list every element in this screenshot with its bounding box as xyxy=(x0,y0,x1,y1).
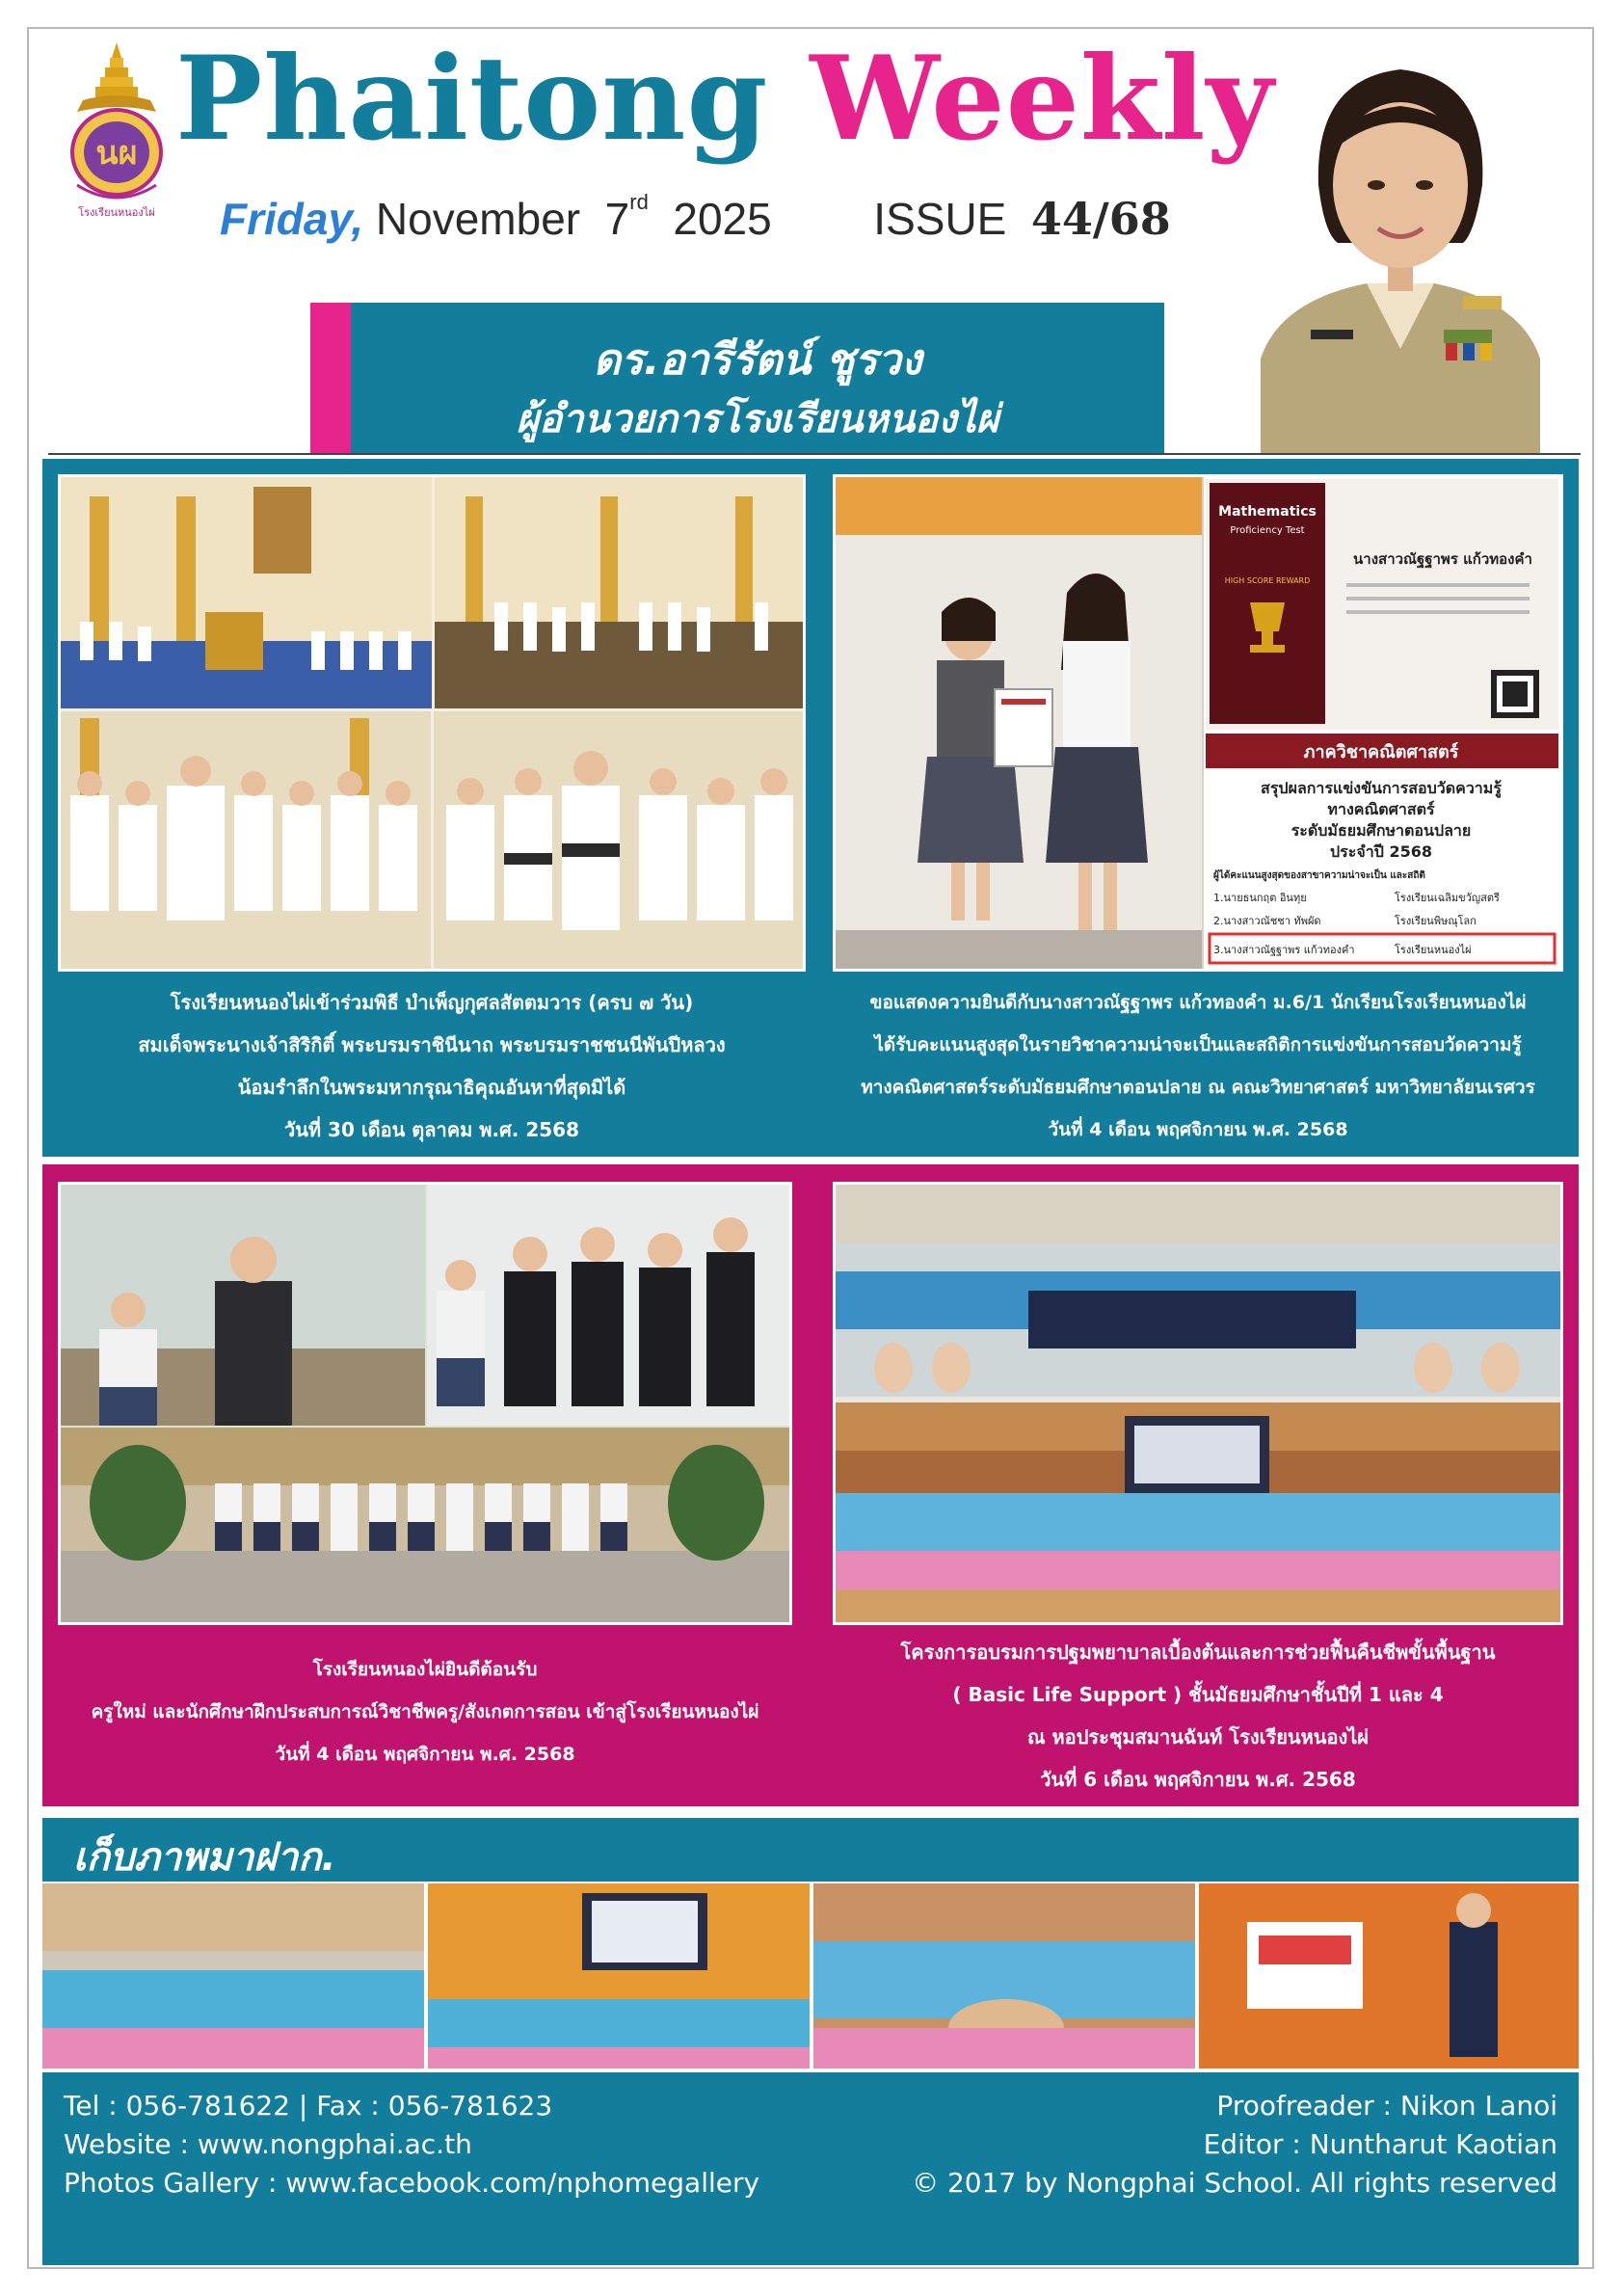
caption-line: น้อมรำลึกในพระมหากรุณาธิคุณอันหาที่สุดมิได้ xyxy=(237,1076,626,1099)
photo-royal-ceremony xyxy=(58,474,806,972)
teacher-welcome-image xyxy=(61,1185,789,1622)
caption-line: วันที่ 4 เดือน พฤศจิกายน พ.ศ. 2568 xyxy=(275,1744,575,1765)
cert-row-2-school: โรงเรียนพิษณุโลก xyxy=(1395,915,1477,927)
cert-dept: ภาควิชาคณิตศาสตร์ xyxy=(1303,742,1459,762)
gallery-photo-2 xyxy=(428,1883,810,2069)
cert-heading-2: ทางคณิตศาสตร์ xyxy=(1327,800,1435,818)
cpr-training-image xyxy=(836,1185,1560,1622)
issue-number: 44/68 xyxy=(1030,193,1171,245)
logo-emblem xyxy=(72,42,161,198)
gallery-photo-1 xyxy=(42,1883,424,2069)
photo-math-award xyxy=(833,474,1563,972)
director-portrait xyxy=(1222,40,1579,453)
cert-row-3-school: โรงเรียนหนองไผ่ xyxy=(1395,944,1472,956)
director-role: ผู้อำนวยการโรงเรียนหนองไผ่ xyxy=(516,397,999,441)
cert-heading-4: ประจำปี 2568 xyxy=(1330,842,1432,861)
caption-line: ได้รับคะแนนสูงสุดในรายวิชาความน่าจะเป็นและสถิติการแข่งขันการสอบวัดความรู้ xyxy=(874,1034,1522,1055)
footer-proofreader: Proofreader : Nikon Lanoi xyxy=(1216,2090,1557,2122)
story-panel-middle xyxy=(42,1164,1579,1806)
gallery-photo-3 xyxy=(813,1883,1195,2069)
svg-text:นผ: นผ xyxy=(95,134,138,173)
issue-label: ISSUE xyxy=(873,194,1007,244)
cert-row-3-name: 3.นางสาวณัฐฐาพร แก้วทองคำ xyxy=(1213,944,1355,956)
footer-copyright: © 2017 by Nongphai School. All rights reserved xyxy=(912,2167,1557,2199)
gallery-photo-4 xyxy=(1199,1883,1579,2069)
caption-line: ทางคณิตศาสตร์ระดับมัธยมศึกษาตอนปลาย ณ คณะวิทยาศาสตร์ มหาวิทยาลัยนเรศวร xyxy=(861,1077,1535,1098)
caption-line: วันที่ 30 เดือน ตุลาคม พ.ศ. 2568 xyxy=(283,1118,579,1141)
cert-test-title: Mathematics xyxy=(1218,504,1317,520)
director-title-box xyxy=(310,303,1164,453)
school-logo xyxy=(64,40,170,224)
dateline-year: 2025 xyxy=(673,194,772,244)
cert-recipient: นางสาวณัฐฐาพร แก้วทองคำ xyxy=(1353,550,1532,568)
title-box-accent xyxy=(310,303,351,453)
cert-row-1-school: โรงเรียนเฉลิมขวัญสตรี xyxy=(1395,892,1500,904)
footer-photos-gallery[interactable]: Photos Gallery : www.facebook.com/nphomegallery xyxy=(64,2167,760,2199)
caption-line: ขอแสดงความยินดีกับนางสาวณัฐฐาพร แก้วทองคำ ม.6/1 นักเรียนโรงเรียนหนองไผ่ xyxy=(869,992,1527,1013)
gallery-strip xyxy=(42,1883,1579,2069)
royal-ceremony-image xyxy=(61,477,803,969)
caption-line: ครูใหม่ และนักศึกษาฝึกประสบการณ์วิชาชีพครู/สังเกตการสอน เข้าสู่โรงเรียนหนองไผ่ xyxy=(91,1701,759,1722)
cert-heading-1: สรุปผลการแข่งขันการสอบวัดความรู้ xyxy=(1261,779,1502,797)
gallery-title: เก็บภาพมาฝาก. xyxy=(73,1835,336,1880)
caption-line: ( Basic Life Support ) ชั้นมัธยมศึกษาชั้นปีที่ 1 และ 4 xyxy=(952,1683,1444,1706)
cert-reward: HIGH SCORE REWARD xyxy=(1224,576,1311,585)
footer-contact: Tel : 056-781622 | Fax : 056-781623 xyxy=(64,2090,553,2122)
footer-website[interactable]: Website : www.nongphai.ac.th xyxy=(64,2128,472,2160)
cert-row-2-name: 2.นางสาวณัชชา ทัพผัด xyxy=(1213,915,1321,927)
caption-line: โรงเรียนหนองไผ่เข้าร่วมพิธี บำเพ็ญกุศลสัตตมวาร (ครบ ๗ วัน) xyxy=(170,991,694,1014)
caption-math-award xyxy=(833,981,1563,1151)
caption-teacher-welcome xyxy=(58,1648,792,1775)
caption-line: วันที่ 6 เดือน พฤศจิกายน พ.ศ. 2568 xyxy=(1040,1768,1356,1791)
masthead-word-2: Weekly xyxy=(810,31,1275,167)
caption-line: สมเด็จพระนางเจ้าสิริกิติ์ พระบรมราชินีนาถ พระบรมราชชนนีพันปีหลวง xyxy=(138,1033,726,1056)
photo-teacher-welcome xyxy=(58,1182,792,1625)
caption-line: ณ หอประชุมสมานฉันท์ โรงเรียนหนองไผ่ xyxy=(1026,1725,1369,1749)
masthead-title xyxy=(175,31,1275,167)
dateline-date-suffix: rd xyxy=(629,189,649,214)
photo-cpr-training xyxy=(833,1182,1563,1625)
footer-editor: Editor : Nuntharut Kaotian xyxy=(1203,2128,1557,2160)
cert-test-sub: Proficiency Test xyxy=(1230,525,1305,536)
dateline-month: November xyxy=(375,194,581,244)
math-award-image xyxy=(836,477,1560,969)
caption-cpr-training xyxy=(833,1631,1563,1801)
header-rule xyxy=(48,453,1581,455)
cert-heading-3: ระดับมัธยมศึกษาตอนปลาย xyxy=(1290,821,1472,840)
dateline xyxy=(220,189,1171,245)
caption-line: โรงเรียนหนองไผ่ยินดีต้อนรับ xyxy=(312,1659,538,1680)
caption-royal-ceremony xyxy=(58,981,806,1151)
cert-row-1-name: 1.นายธนกฤต อินทุย xyxy=(1213,892,1307,904)
director-name: ดร.อารีรัตน์ ชูรวง xyxy=(593,335,922,385)
dateline-date: 7 xyxy=(604,194,630,244)
caption-line: โครงการอบรมการปฐมพยาบาลเบื้องต้นและการช่วยฟื้นคืนชีพขั้นพื้นฐาน xyxy=(900,1641,1496,1664)
story-panel-top xyxy=(42,459,1579,1157)
caption-line: วันที่ 4 เดือน พฤศจิกายน พ.ศ. 2568 xyxy=(1048,1119,1348,1140)
logo-caption: โรงเรียนหนองไผ่ xyxy=(78,206,155,219)
masthead-word-1: Phaitong xyxy=(175,31,769,167)
cert-subheading: ผู้ได้คะแนนสูงสุดของสาขาความน่าจะเป็น และสถิติ xyxy=(1213,870,1425,881)
dateline-day: Friday, xyxy=(220,194,364,244)
